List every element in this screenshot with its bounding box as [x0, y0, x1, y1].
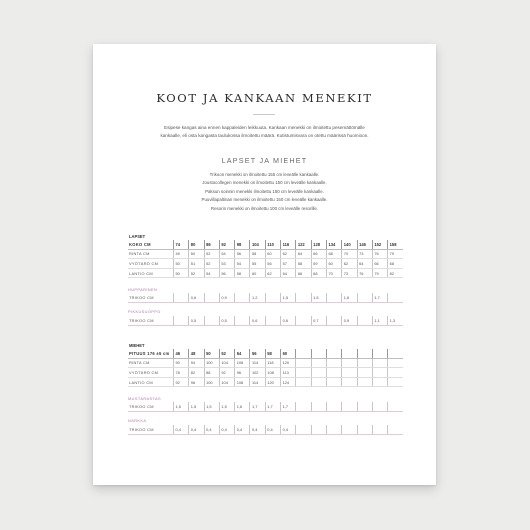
fabric-cell [357, 402, 372, 411]
fabric-cell [342, 402, 357, 411]
measurement-cell: 104 [219, 377, 234, 387]
fabric-cell: 0,4 [189, 425, 204, 434]
size-header-cell: 116 [281, 240, 296, 249]
measurement-cell: 51 [189, 259, 204, 269]
measurement-cell: 120 [265, 377, 280, 387]
fabric-cell: 0,6 [250, 316, 265, 325]
measurement-cell: 96 [235, 368, 250, 378]
measurement-cell: 76 [372, 249, 387, 259]
fabric-cell [326, 425, 341, 434]
kids-group-label: LAPSET [129, 234, 146, 239]
pattern-name: HUPPARINEN [128, 286, 158, 292]
size-header-cell: 158 [388, 240, 403, 249]
size-header-label: PITUUS 176 ±5 cm [128, 349, 174, 358]
fabric-cell: 0,4 [174, 425, 189, 434]
size-header-cell: 128 [311, 240, 326, 249]
measurement-cell: 90 [174, 358, 189, 368]
fabric-cell: 1,5 [174, 402, 189, 411]
title-divider [253, 114, 275, 115]
size-header-cell [388, 349, 403, 358]
measurement-cell [342, 368, 357, 378]
fabric-cell [265, 293, 280, 302]
page-title: KOOT JA KANKAAN MENEKIT [156, 91, 373, 105]
fabric-cell: 0,4 [250, 425, 265, 434]
measurement-cell: 58 [235, 268, 250, 278]
size-header-cell: 60 [281, 349, 296, 358]
intro-text [123, 124, 406, 140]
size-header-cell: 134 [326, 240, 341, 249]
fabric-cell [296, 402, 311, 411]
measurement-cell: 70 [326, 268, 341, 278]
measurement-row [128, 358, 403, 368]
fabric-cell [372, 402, 387, 411]
fabric-cell [326, 402, 341, 411]
pattern-name-row [128, 308, 403, 316]
size-header-cell: 122 [296, 240, 311, 249]
size-header-cell: 98 [235, 240, 250, 249]
table-spacer-cell [128, 387, 403, 395]
size-header-cell [342, 349, 357, 358]
measurement-cell: 96 [189, 377, 204, 387]
fabric-cell [311, 425, 326, 434]
measurement-cell [357, 377, 372, 387]
fabric-note: Trikoon menekki on ilmoitettu 155 cm leveälle kankaalle. [209, 172, 320, 177]
measurement-cell: 108 [235, 377, 250, 387]
measurement-cell: 79 [372, 268, 387, 278]
measurement-cell: 56 [265, 259, 280, 269]
fabric-notes [123, 171, 406, 213]
measurement-cell: 58 [296, 259, 311, 269]
size-header-cell [296, 349, 311, 358]
fabric-cell [311, 402, 326, 411]
measurement-cell [311, 368, 326, 378]
fabric-cell: 1,5 [204, 402, 219, 411]
fabric-cell [204, 293, 219, 302]
fabric-row [128, 293, 403, 302]
fabric-cell: 0,4 [265, 425, 280, 434]
size-header-cell: 74 [174, 240, 189, 249]
size-header-cell: 52 [219, 349, 234, 358]
fabric-label: TRIKOO CM [128, 293, 174, 302]
measurement-cell [296, 377, 311, 387]
fabric-cell [174, 293, 189, 302]
men-size-section [128, 342, 403, 435]
measurement-cell: 108 [265, 368, 280, 378]
document-page [93, 44, 436, 485]
fabric-cell [265, 316, 280, 325]
intro-line: Esipese kangas aina ennen kappaleiden leikkuuta. Kankaan menekki on ilmoitettu pesemättömälle [164, 125, 365, 130]
measurement-cell: 64 [357, 259, 372, 269]
fabric-cell: 1,6 [235, 402, 250, 411]
measurement-cell [296, 368, 311, 378]
measurement-cell: 102 [250, 368, 265, 378]
measurement-cell: 62 [281, 249, 296, 259]
measurement-cell: 73 [342, 268, 357, 278]
measurement-cell: 60 [326, 259, 341, 269]
measurement-cell [388, 358, 403, 368]
fabric-cell [296, 425, 311, 434]
fabric-cell: 1,5 [281, 293, 296, 302]
fabric-cell: 1,5 [189, 402, 204, 411]
size-header-cell: 86 [204, 240, 219, 249]
fabric-note: Puuvillapaltinan menekki on ilmoitettu 150 cm leveälle kankaalle. [201, 197, 328, 203]
pattern-name: MUSTARASTAS [128, 395, 162, 401]
measurement-cell: 64 [296, 249, 311, 259]
men-group-label: MIEHET [129, 343, 145, 348]
size-header-cell: 80 [189, 240, 204, 249]
fabric-cell: 1,5 [219, 402, 234, 411]
measurement-cell [357, 358, 372, 368]
fabric-cell: 1,7 [265, 402, 280, 411]
measurement-cell: 70 [342, 249, 357, 259]
measurement-cell: 62 [265, 268, 280, 278]
fabric-cell [357, 293, 372, 302]
fabric-cell: 1,6 [342, 293, 357, 302]
size-header-cell: 110 [265, 240, 280, 249]
measurement-cell: 49 [174, 249, 189, 259]
fabric-note: Resorin menekki on ilmoitettu 100 cm leveälle resorille. [210, 205, 319, 211]
size-header-cell: 50 [204, 349, 219, 358]
measurement-cell: 52 [204, 249, 219, 259]
fabric-cell [235, 293, 250, 302]
intro-line: kankaalle, eli osta kangasta taulukossa ilmoitettu määrä. Kutistumisvara on otettu määrissä huomioon. [160, 133, 369, 138]
fabric-cell [372, 425, 387, 434]
measurement-cell: 88 [204, 368, 219, 378]
fabric-cell: 0,9 [342, 316, 357, 325]
fabric-row [128, 402, 403, 411]
fabric-cell [296, 316, 311, 325]
measurement-row [128, 368, 403, 378]
measurement-cell [342, 358, 357, 368]
fabric-cell: 0,5 [189, 316, 204, 325]
measurement-cell: 78 [174, 368, 189, 378]
measurement-cell: 73 [357, 249, 372, 259]
measurement-cell [388, 377, 403, 387]
measurement-cell: 62 [342, 259, 357, 269]
size-header-cell: 92 [219, 240, 234, 249]
pattern-name-row [128, 417, 403, 425]
measurement-cell: 76 [357, 268, 372, 278]
fabric-cell: 1,5 [311, 293, 326, 302]
fabric-cell [235, 316, 250, 325]
measurement-row [128, 249, 403, 259]
measurement-cell [342, 377, 357, 387]
measurement-cell [372, 358, 387, 368]
fabric-cell: 1,7 [281, 402, 296, 411]
measurement-cell [311, 358, 326, 368]
table-spacer [128, 387, 403, 395]
size-header-cell [326, 349, 341, 358]
measurement-cell: 55 [250, 259, 265, 269]
measurement-label: VYÖTÄRÖ CM [128, 259, 174, 269]
measurement-cell [326, 377, 341, 387]
measurement-cell [357, 368, 372, 378]
fabric-cell: 0,6 [281, 316, 296, 325]
size-header-row [128, 240, 403, 249]
measurement-cell: 82 [388, 268, 403, 278]
size-header-label: KOKO CM [128, 240, 174, 249]
fabric-label: TRIKOO CM [128, 402, 174, 411]
size-header-cell: 140 [342, 240, 357, 249]
size-header-cell [357, 349, 372, 358]
size-header-cell: 58 [265, 349, 280, 358]
measurement-cell: 118 [265, 358, 280, 368]
fabric-cell [388, 425, 403, 434]
measurement-cell: 58 [250, 249, 265, 259]
fabric-cell: 0,9 [219, 293, 234, 302]
measurement-cell: 54 [204, 268, 219, 278]
measurement-cell: 92 [174, 377, 189, 387]
fabric-cell [296, 293, 311, 302]
size-header-cell [311, 349, 326, 358]
fabric-cell [388, 293, 403, 302]
size-header-cell: 54 [235, 349, 250, 358]
measurement-cell: 50 [189, 249, 204, 259]
size-header-cell: 46 [174, 349, 189, 358]
fabric-cell: 0,4 [219, 425, 234, 434]
measurement-cell: 113 [281, 368, 296, 378]
measurement-cell [326, 368, 341, 378]
measurement-cell: 57 [281, 259, 296, 269]
measurement-cell: 94 [189, 358, 204, 368]
fabric-cell [342, 425, 357, 434]
fabric-cell: 0,4 [235, 425, 250, 434]
measurement-label: VYÖTÄRÖ CM [128, 368, 174, 378]
fabric-row [128, 316, 403, 325]
size-header-cell: 152 [372, 240, 387, 249]
pattern-name-row [128, 394, 403, 402]
measurement-cell: 52 [189, 268, 204, 278]
measurement-cell: 53 [219, 259, 234, 269]
measurement-row [128, 377, 403, 387]
size-header-cell [372, 349, 387, 358]
measurement-cell [296, 358, 311, 368]
fabric-cell: 1,7 [250, 402, 265, 411]
measurement-cell: 82 [189, 368, 204, 378]
measurement-label: RINTA CM [128, 358, 174, 368]
measurement-cell: 60 [250, 268, 265, 278]
fabric-cell: 0,5 [219, 316, 234, 325]
fabric-cell: 0,4 [204, 425, 219, 434]
measurement-cell: 114 [250, 377, 265, 387]
fabric-cell: 0,4 [281, 425, 296, 434]
measurement-cell [326, 358, 341, 368]
fabric-cell: 1,3 [388, 316, 403, 325]
fabric-row [128, 425, 403, 434]
measurement-cell: 66 [372, 259, 387, 269]
table-spacer [128, 278, 403, 286]
measurement-cell: 79 [388, 249, 403, 259]
measurement-cell: 52 [204, 259, 219, 269]
measurement-cell [311, 377, 326, 387]
fabric-cell [357, 316, 372, 325]
size-header-cell: 146 [357, 240, 372, 249]
fabric-cell: 1,7 [372, 293, 387, 302]
measurement-cell [372, 368, 387, 378]
section-subtitle: LAPSET JA MIEHET [221, 156, 308, 165]
fabric-note: Joustocollegen menekki on ilmoitettu 150 cm leveälle kankaalle. [202, 180, 327, 186]
pattern-name: NARKKA [128, 418, 147, 424]
fabric-label: TRIKOO CM [128, 425, 174, 434]
measurement-cell: 120 [281, 358, 296, 368]
fabric-label: TRIKOO CM [128, 316, 174, 325]
kids-size-section [128, 233, 403, 326]
fabric-cell [174, 316, 189, 325]
fabric-cell [326, 316, 341, 325]
fabric-cell [388, 402, 403, 411]
fabric-cell [326, 293, 341, 302]
size-header-cell: 104 [250, 240, 265, 249]
measurement-cell: 68 [388, 259, 403, 269]
measurement-cell: 100 [204, 358, 219, 368]
measurement-row [128, 259, 403, 269]
measurement-cell: 56 [219, 268, 234, 278]
fabric-cell: 1,1 [372, 316, 387, 325]
fabric-cell: 0,6 [189, 293, 204, 302]
kids-size-table [128, 240, 403, 326]
fabric-cell [357, 425, 372, 434]
measurement-cell: 108 [235, 358, 250, 368]
men-size-table [128, 349, 403, 435]
pattern-name-row [128, 285, 403, 293]
measurement-cell: 59 [311, 259, 326, 269]
measurement-label: LANTIO CM [128, 268, 174, 278]
fabric-cell [204, 316, 219, 325]
measurement-cell: 50 [174, 259, 189, 269]
measurement-cell: 64 [281, 268, 296, 278]
measurement-cell: 54 [235, 259, 250, 269]
measurement-cell: 104 [219, 358, 234, 368]
measurement-cell: 68 [326, 249, 341, 259]
measurement-cell: 66 [296, 268, 311, 278]
measurement-cell [388, 368, 403, 378]
measurement-label: LANTIO CM [128, 377, 174, 387]
measurement-cell: 124 [281, 377, 296, 387]
pattern-name: PIKKUSUOPPO [128, 309, 161, 315]
measurement-cell: 100 [204, 377, 219, 387]
measurement-cell: 92 [219, 368, 234, 378]
measurement-cell: 50 [174, 268, 189, 278]
measurement-cell: 60 [265, 249, 280, 259]
size-header-row [128, 349, 403, 358]
measurement-cell: 68 [311, 268, 326, 278]
measurement-label: RINTA CM [128, 249, 174, 259]
fabric-cell: 1,2 [250, 293, 265, 302]
measurement-cell [372, 377, 387, 387]
size-header-cell: 56 [250, 349, 265, 358]
table-spacer-cell [128, 278, 403, 286]
measurement-cell: 66 [311, 249, 326, 259]
size-header-cell: 48 [189, 349, 204, 358]
fabric-note: Paksun soinnin menekki ilmoitettu 150 cm leveälle kankaalle. [205, 188, 324, 194]
measurement-cell: 54 [219, 249, 234, 259]
measurement-cell: 56 [235, 249, 250, 259]
fabric-cell: 0,7 [311, 316, 326, 325]
measurement-row [128, 268, 403, 278]
measurement-cell: 114 [250, 358, 265, 368]
